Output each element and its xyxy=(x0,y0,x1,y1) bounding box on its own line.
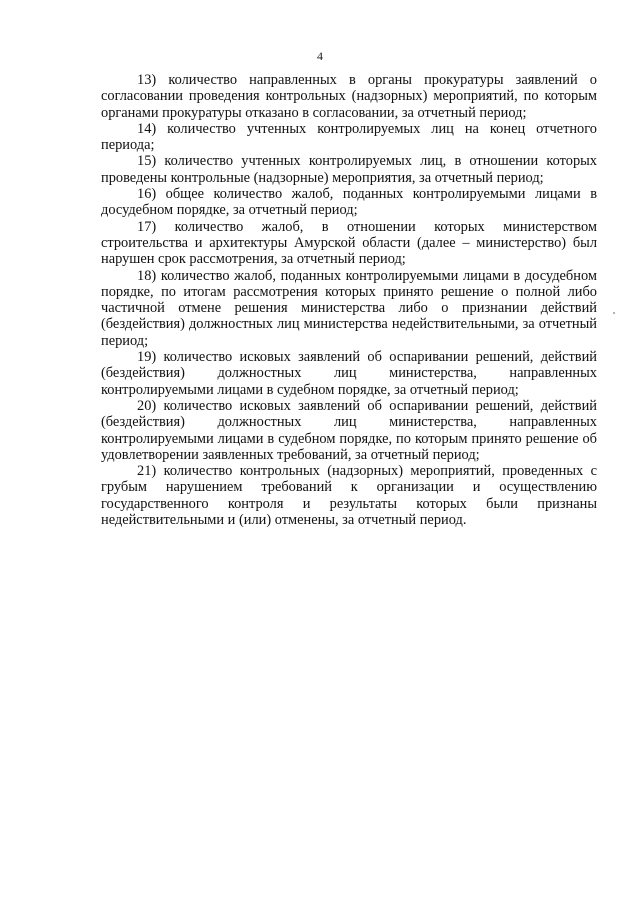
list-item-19: 19) количество исковых заявлений об оспаривании решений, действий (бездействия) должностных лиц министерства, направленных контролируемыми лицами в судебном порядке, за отчетный период; xyxy=(101,349,597,398)
list-item-15: 15) количество учтенных контролируемых лиц, в отношении которых проведены контрольные (надзорные) мероприятия, за отчетный период; xyxy=(101,153,597,186)
list-item-21: 21) количество контрольных (надзорных) мероприятий, проведенных с грубым нарушением требований к организации и осуществлению государственного контроля и результаты которых были признаны недействительными и (или) отменены, за отчетный период. xyxy=(101,463,597,529)
list-item-16: 16) общее количество жалоб, поданных контролируемыми лицами в досудебном порядке, за отчетный период; xyxy=(101,186,597,219)
scan-speck xyxy=(613,312,615,314)
list-item-20: 20) количество исковых заявлений об оспаривании решений, действий (бездействия) должностных лиц министерства, направленных контролируемыми лицами в судебном порядке, по которым принято решение об удовлетворении заявленных требований, за отчетный период; xyxy=(101,397,597,463)
document-body xyxy=(101,72,597,528)
page-number: 4 xyxy=(317,49,323,63)
list-item-13: 13) количество направленных в органы прокуратуры заявлений о согласовании проведения контрольных (надзорных) мероприятий, по которым органами прокуратуры отказано в согласовании, за отчетный период; xyxy=(101,72,597,121)
list-item-14: 14) количество учтенных контролируемых лиц на конец отчетного периода; xyxy=(101,120,597,154)
list-item-18: 18) количество жалоб, поданных контролируемыми лицами в досудебном порядке, по итогам рассмотрения которых принято решение о полной либо частичной отмене решения министерства либо о признании действий (бездействия) должностных лиц министерства недействительными, за отчетный период; xyxy=(101,267,597,349)
list-item-17: 17) количество жалоб, в отношении которых министерством строительства и архитектуры Амурской области (далее – министерство) был нарушен срок рассмотрения, за отчетный период; xyxy=(101,218,597,268)
